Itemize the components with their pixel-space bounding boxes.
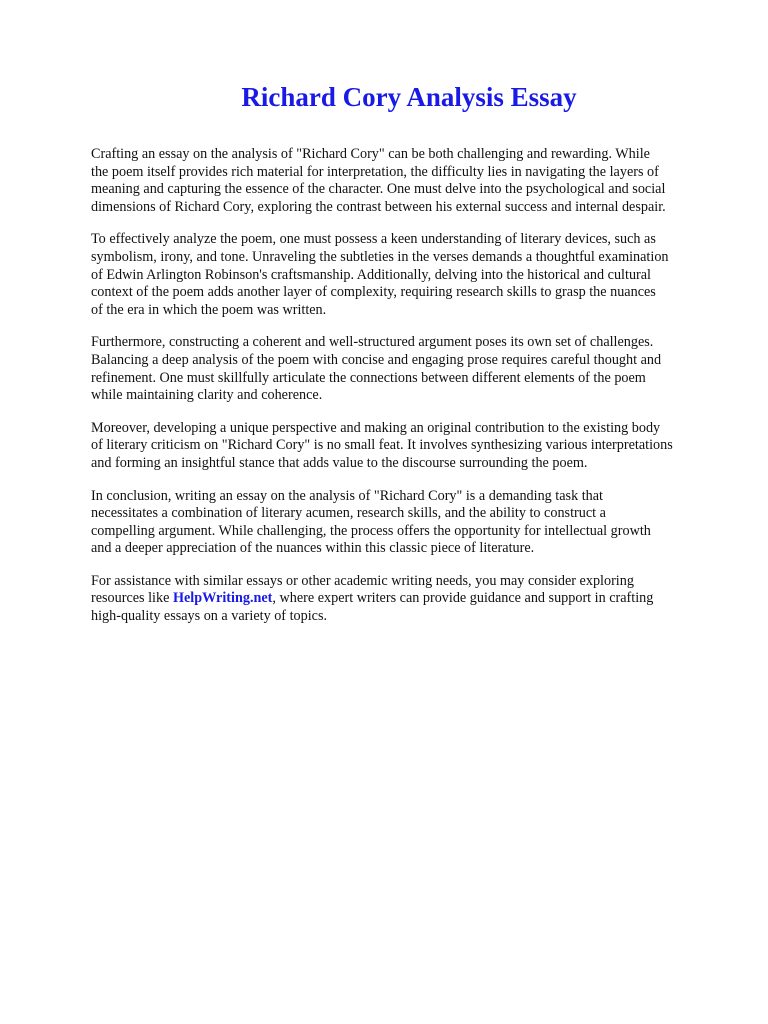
paragraph <box>91 146 741 216</box>
paragraph <box>91 231 741 319</box>
paragraph-line: the poem itself provides rich material for interpretation, the difficulty lies in navigating the layers of <box>91 163 659 180</box>
closing-line-3: high-quality essays on a variety of topics. <box>91 608 328 625</box>
paragraph-line: meaning and capturing the essence of the character. One must delve into the psychological and social <box>91 181 666 198</box>
paragraph-line: and forming an insightful stance that adds value to the discourse surrounding the poem. <box>91 454 588 471</box>
paragraph-line: Crafting an essay on the analysis of "Richard Cory" can be both challenging and rewarding. While <box>91 146 650 162</box>
paragraph-line: of Edwin Arlington Robinson's craftsmanship. Additionally, delving into the historical and cultural <box>91 266 651 283</box>
paragraph <box>91 420 741 473</box>
paragraph-line: necessitates a combination of literary acumen, research skills, and the ability to construct a <box>91 505 606 522</box>
closing-line-1: For assistance with similar essays or other academic writing needs, you may consider exploring <box>91 572 634 589</box>
paragraph-line: of literary criticism on "Richard Cory" is no small feat. It involves synthesizing various interpretations <box>91 437 673 454</box>
paragraph-line: Balancing a deep analysis of the poem with concise and engaging prose requires careful thought and <box>91 351 662 368</box>
paragraph-list <box>91 146 741 558</box>
paragraph-line: symbolism, irony, and tone. Unraveling the subtleties in the verses demands a thoughtful examination <box>91 248 669 265</box>
paragraph-line: Moreover, developing a unique perspective and making an original contribution to the existing body <box>91 419 661 436</box>
closing-line-2-after: , where expert writers can provide guidance and support in crafting <box>272 590 654 607</box>
paragraph-line: dimensions of Richard Cory, exploring the contrast between his external success and internal despair. <box>91 198 666 215</box>
paragraph-line: while maintaining clarity and coherence. <box>91 387 323 404</box>
closing-line-2 <box>91 590 741 608</box>
paragraph-line: Furthermore, constructing a coherent and well-structured argument poses its own set of challenges. <box>91 334 654 351</box>
paragraph-line: of the era in which the poem was written. <box>91 301 327 318</box>
paragraph <box>91 334 741 404</box>
essay-body <box>91 146 741 641</box>
paragraph <box>91 488 741 558</box>
paragraph-line: In conclusion, writing an essay on the analysis of "Richard Cory" is a demanding task that <box>91 487 603 504</box>
helpwriting-link[interactable]: HelpWriting.net <box>172 590 273 607</box>
paragraph-line: refinement. One must skillfully articulate the connections between different elements of the poem <box>91 369 646 386</box>
paragraph-line: To effectively analyze the poem, one must possess a keen understanding of literary devices, such as <box>91 231 656 248</box>
paragraph-line: context of the poem adds another layer of complexity, requiring research skills to grasp the nuances <box>91 284 656 301</box>
paragraph-line: and a deeper appreciation of the nuances within this classic piece of literature. <box>91 540 535 557</box>
document-title: Richard Cory Analysis Essay <box>241 82 577 112</box>
paragraph-line: compelling argument. While challenging, the process offers the opportunity for intellectual growth <box>91 522 651 539</box>
closing-paragraph <box>91 573 741 626</box>
closing-line-2-before: resources like <box>91 590 173 607</box>
